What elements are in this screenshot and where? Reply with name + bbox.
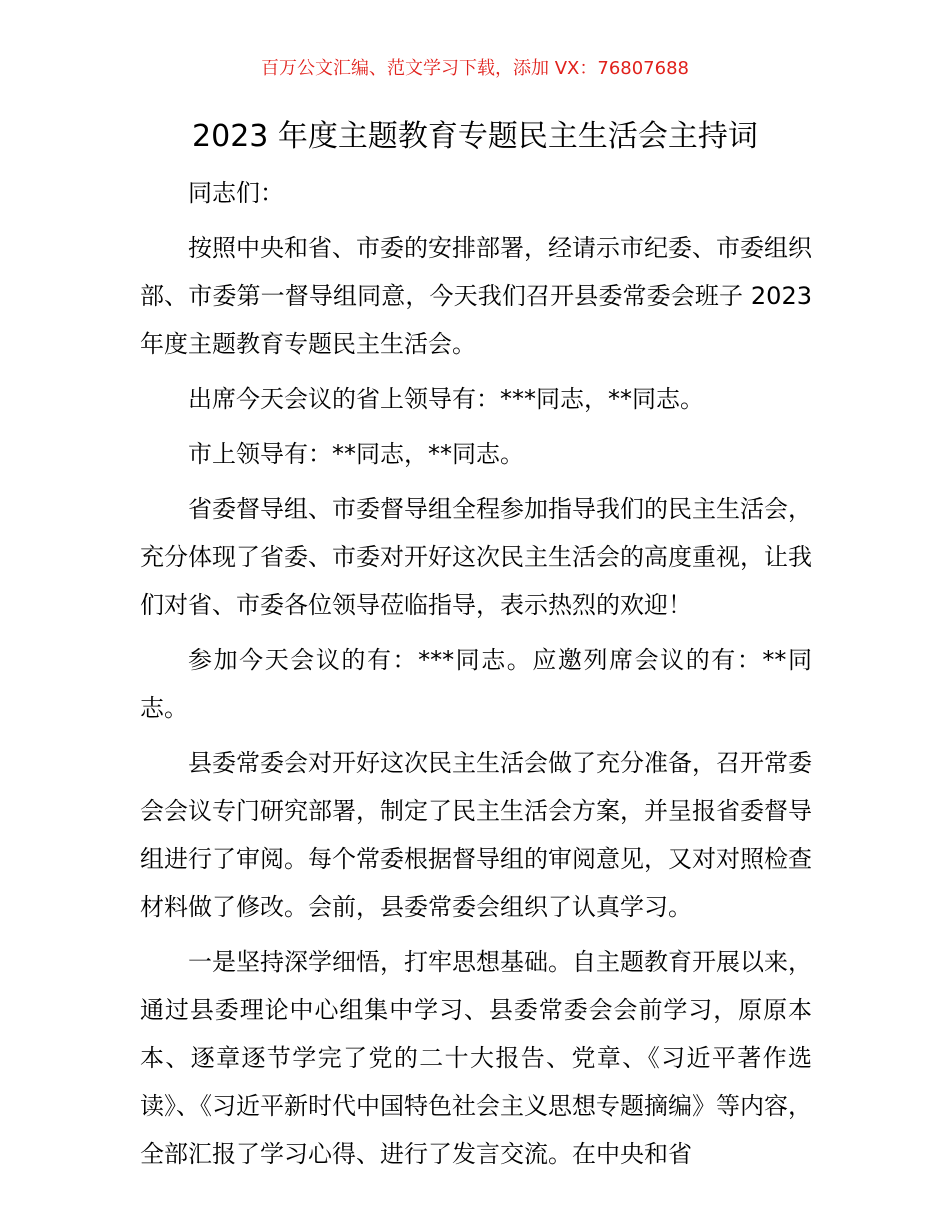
paragraph: 按照中央和省、市委的安排部署，经请示市纪委、市委组织部、市委第一督导组同意，今天我们召开县委常委会班子 2023 年度主题教育专题民主生活会。: [140, 234, 812, 358]
watermark-header: 百万公文汇编、范文学习下载，添加 VX：76807688: [261, 58, 689, 79]
paragraph: 县委常委会对开好这次民主生活会做了充分准备，召开常委会会议专门研究部署，制定了民主生活会方案，并呈报省委督导组进行了审阅。每个常委根据督导组的审阅意见，又对对照检查材料做了修改。会前，县委常委会组织了认真学习。: [140, 749, 812, 921]
document-title: 2023 年度主题教育专题民主生活会主持词: [192, 119, 758, 154]
paragraph: 市上领导有：**同志，**同志。: [188, 440, 524, 468]
paragraph: 出席今天会议的省上领导有：***同志，**同志。: [188, 385, 704, 413]
document-body: [140, 169, 812, 1185]
paragraph: 参加今天会议的有：***同志。应邀列席会议的有：**同志。: [140, 646, 812, 722]
paragraph: 省委督导组、市委督导组全程参加指导我们的民主生活会，充分体现了省委、市委对开好这次民主生活会的高度重视，让我们对省、市委各位领导莅临指导，表示热烈的欢迎！: [140, 495, 812, 619]
paragraph: 一是坚持深学细悟，打牢思想基础。自主题教育开展以来，通过县委理论中心组集中学习、县委常委会会前学习，原原本本、逐章逐节学完了党的二十大报告、党章、《习近平著作选读》、《习近平新时代中国特色社会主义思想专题摘编》等内容，全部汇报了学习心得、进行了发言交流。在中央和省: [140, 948, 812, 1168]
paragraph: 同志们：: [188, 179, 284, 207]
